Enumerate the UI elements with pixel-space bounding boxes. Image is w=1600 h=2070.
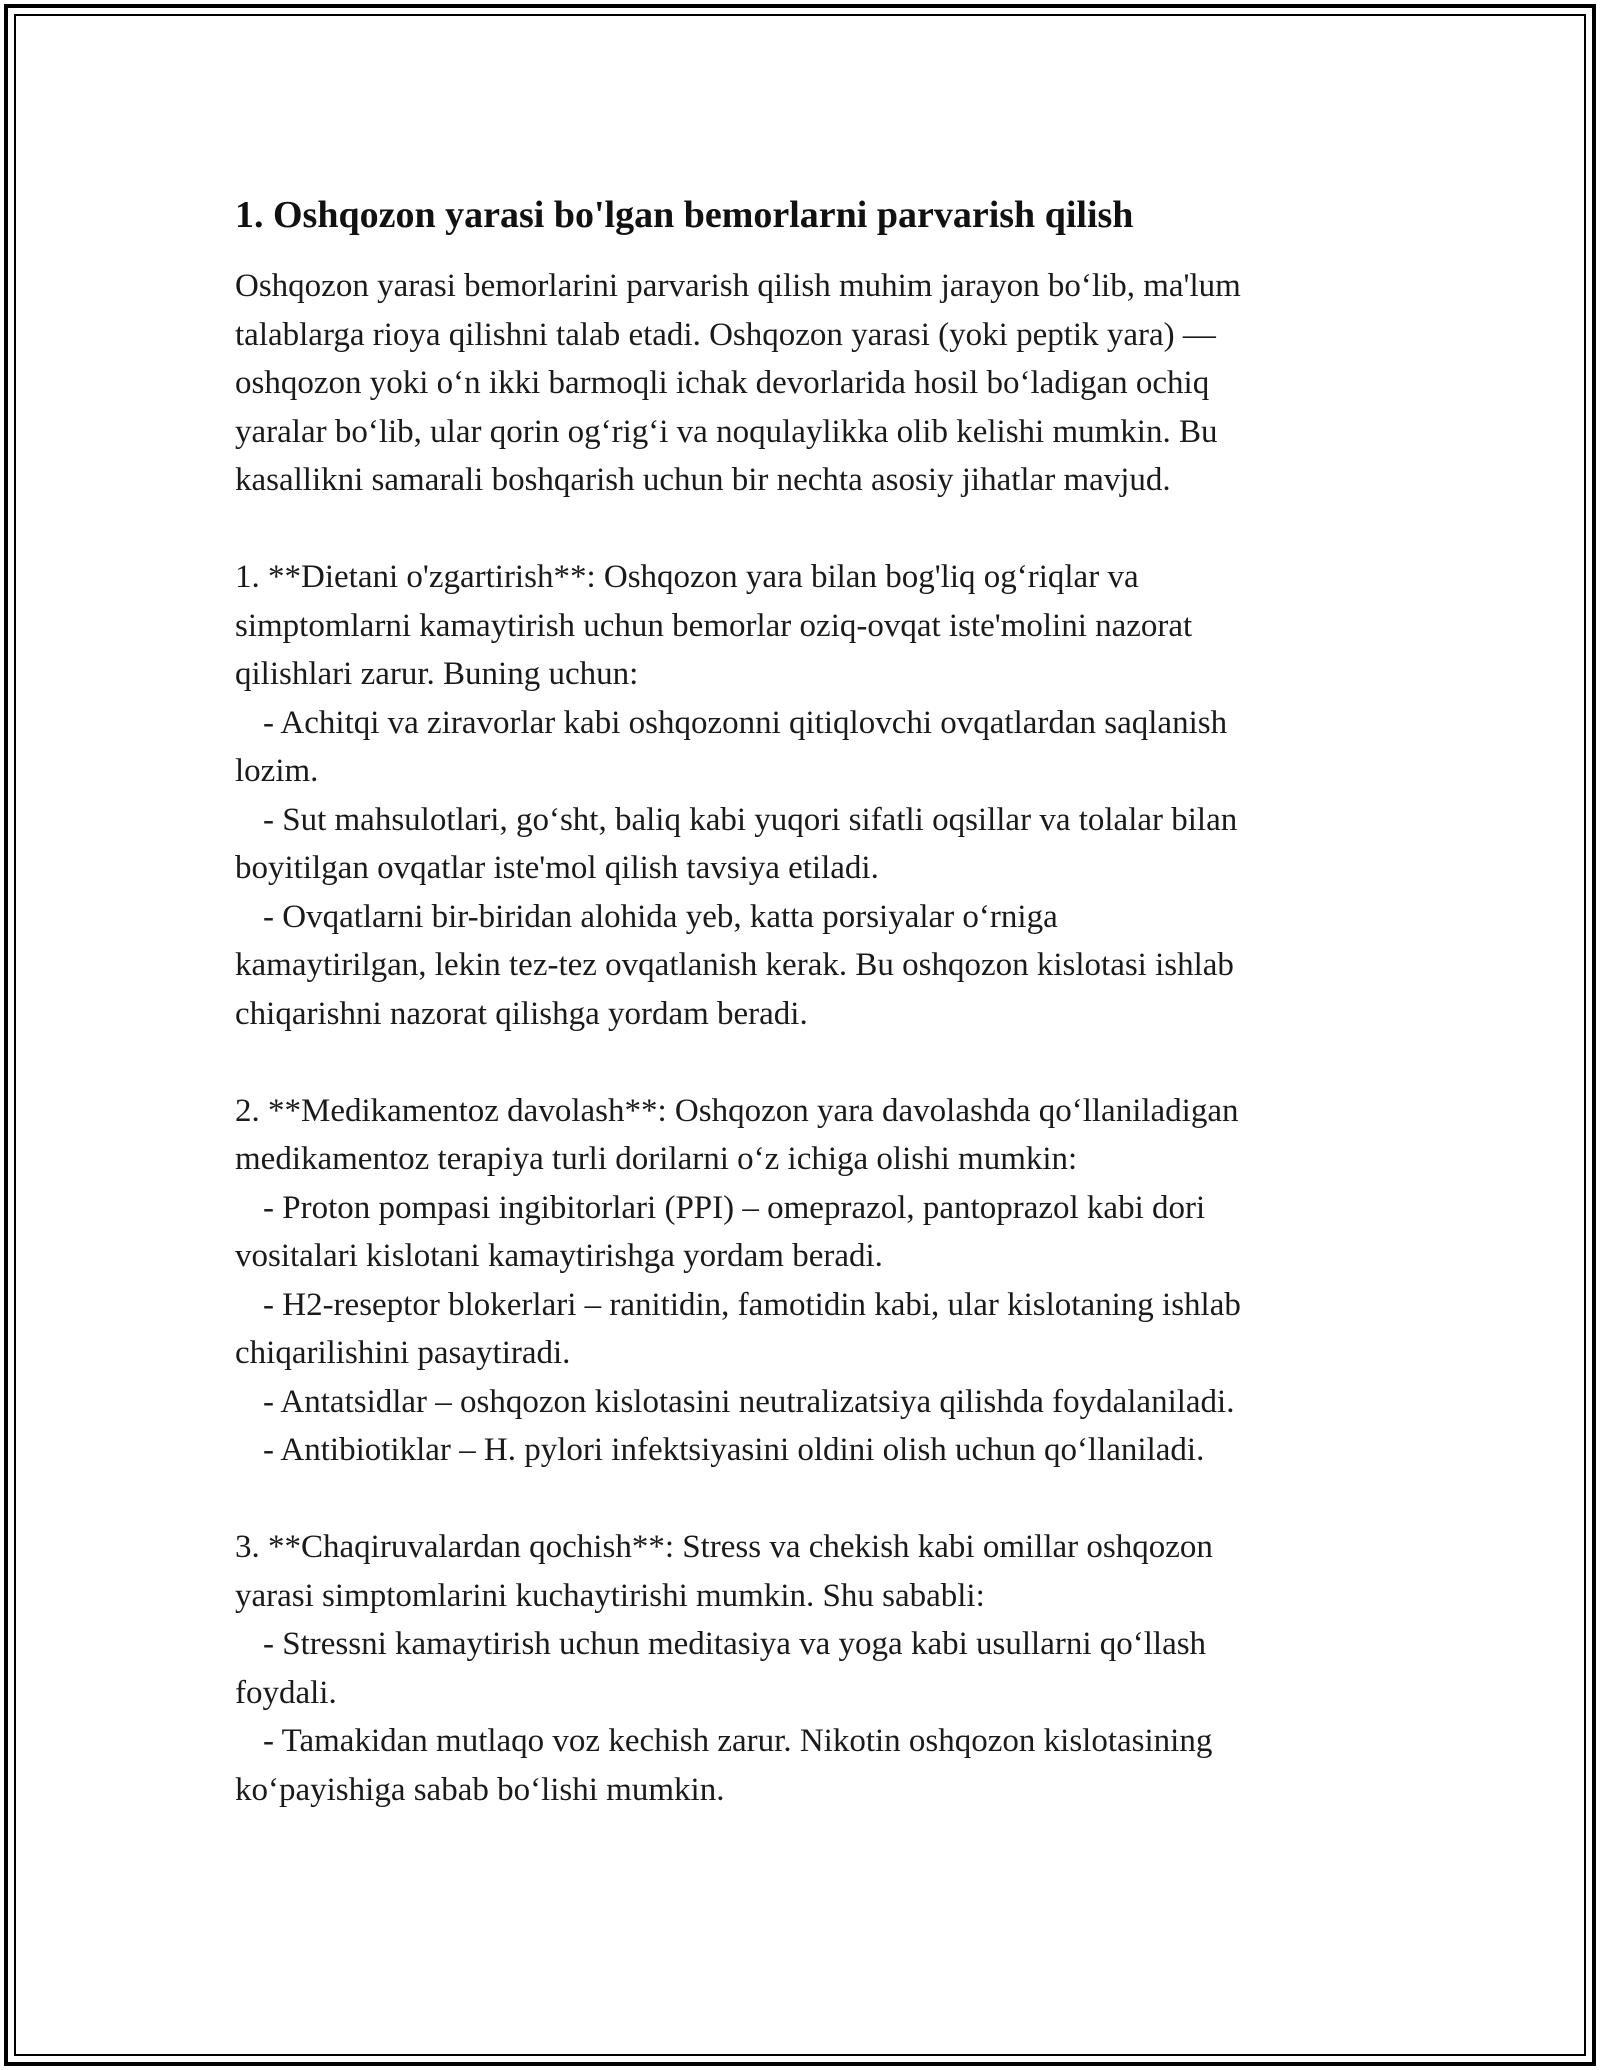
section-heading-line: 2. **Medikamentoz davolash**: Oshqozon yara davolashda qo‘llaniladigan: [235, 1092, 1239, 1129]
blank-line: [235, 505, 1385, 554]
list-item-continuation: foydali.: [235, 1674, 337, 1711]
list-item-line: - Proton pompasi ingibitorlari (PPI) – omeprazol, pantoprazol kabi dori: [263, 1189, 1206, 1226]
body-line: yarasi simptomlarini kuchaytirishi mumkin. Shu sababli:: [235, 1577, 985, 1614]
list-item-line: - Antatsidlar – oshqozon kislotasini neutralizatsiya qilishda foydalaniladi.: [263, 1383, 1235, 1420]
blank-line: [235, 1475, 1385, 1524]
section-heading-line: 3. **Chaqiruvalardan qochish**: Stress va chekish kabi omillar oshqozon: [235, 1529, 1213, 1565]
list-item-line: - Sut mahsulotlari, go‘sht, baliq kabi yuqori sifatli oqsillar va tolalar bilan: [263, 801, 1238, 838]
body-line: Oshqozon yarasi bemorlarini parvarish qilish muhim jarayon bo‘lib, ma'lum: [235, 268, 1241, 304]
list-item-continuation: ko‘payishiga sabab bo‘lishi mumkin.: [235, 1771, 725, 1808]
body-line: yaralar bo‘lib, ular qorin og‘rig‘i va noqulaylikka olib kelishi mumkin. Bu: [235, 413, 1218, 450]
document-page: [235, 190, 1385, 1814]
list-item-line: - Ovqatlarni bir-biridan alohida yeb, katta porsiyalar o‘rniga: [263, 898, 1058, 935]
list-item-line: - Achitqi va ziravorlar kabi oshqozonni qitiqlovchi ovqatlardan saqlanish: [263, 704, 1228, 741]
body-line: simptomlarni kamaytirish uchun bemorlar oziq-ovqat iste'molini nazorat: [235, 607, 1193, 644]
body-line: medikamentoz terapiya turli dorilarni o‘z ichiga olishi mumkin:: [235, 1141, 1078, 1177]
list-item-line: - Stressni kamaytirish uchun meditasiya va yoga kabi usullarni qo‘llash: [263, 1626, 1207, 1662]
body-line: talablarga rioya qilishni talab etadi. Oshqozon yarasi (yoki peptik yara) —: [235, 316, 1216, 353]
document-body: [235, 262, 1385, 1814]
section-heading-line: 1. **Dietani o'zgartirish**: Oshqozon yara bilan bog'liq og‘riqlar va: [235, 559, 1139, 595]
list-item-continuation: kamaytirilgan, lekin tez-tez ovqatlanish kerak. Bu oshqozon kislotasi ishlab: [235, 947, 1234, 983]
document-title: 1. Oshqozon yarasi bo'lgan bemorlarni parvarish qilish: [235, 194, 1134, 236]
blank-line: [235, 1038, 1385, 1087]
body-line: qilishlari zarur. Buning uchun:: [235, 656, 639, 692]
list-item-continuation: chiqarishni nazorat qilishga yordam beradi.: [235, 995, 808, 1032]
body-line: kasallikni samarali boshqarish uchun bir nechta asosiy jihatlar mavjud.: [235, 462, 1171, 498]
list-item-continuation: vositalari kislotani kamaytirishga yordam beradi.: [235, 1238, 883, 1274]
body-line: oshqozon yoki o‘n ikki barmoqli ichak devorlarida hosil bo‘ladigan ochiq: [235, 365, 1210, 401]
list-item-continuation: lozim.: [235, 753, 319, 789]
list-item-continuation: chiqarilishini pasaytiradi.: [235, 1335, 571, 1371]
list-item-continuation: boyitilgan ovqatlar iste'mol qilish tavsiya etiladi.: [235, 850, 879, 886]
list-item-line: - Antibiotiklar – H. pylori infektsiyasini oldini olish uchun qo‘llaniladi.: [263, 1432, 1205, 1468]
list-item-line: - H2-reseptor blokerlari – ranitidin, famotidin kabi, ular kislotaning ishlab: [263, 1286, 1241, 1323]
list-item-line: - Tamakidan mutlaqo voz kechish zarur. Nikotin oshqozon kislotasining: [263, 1723, 1213, 1759]
